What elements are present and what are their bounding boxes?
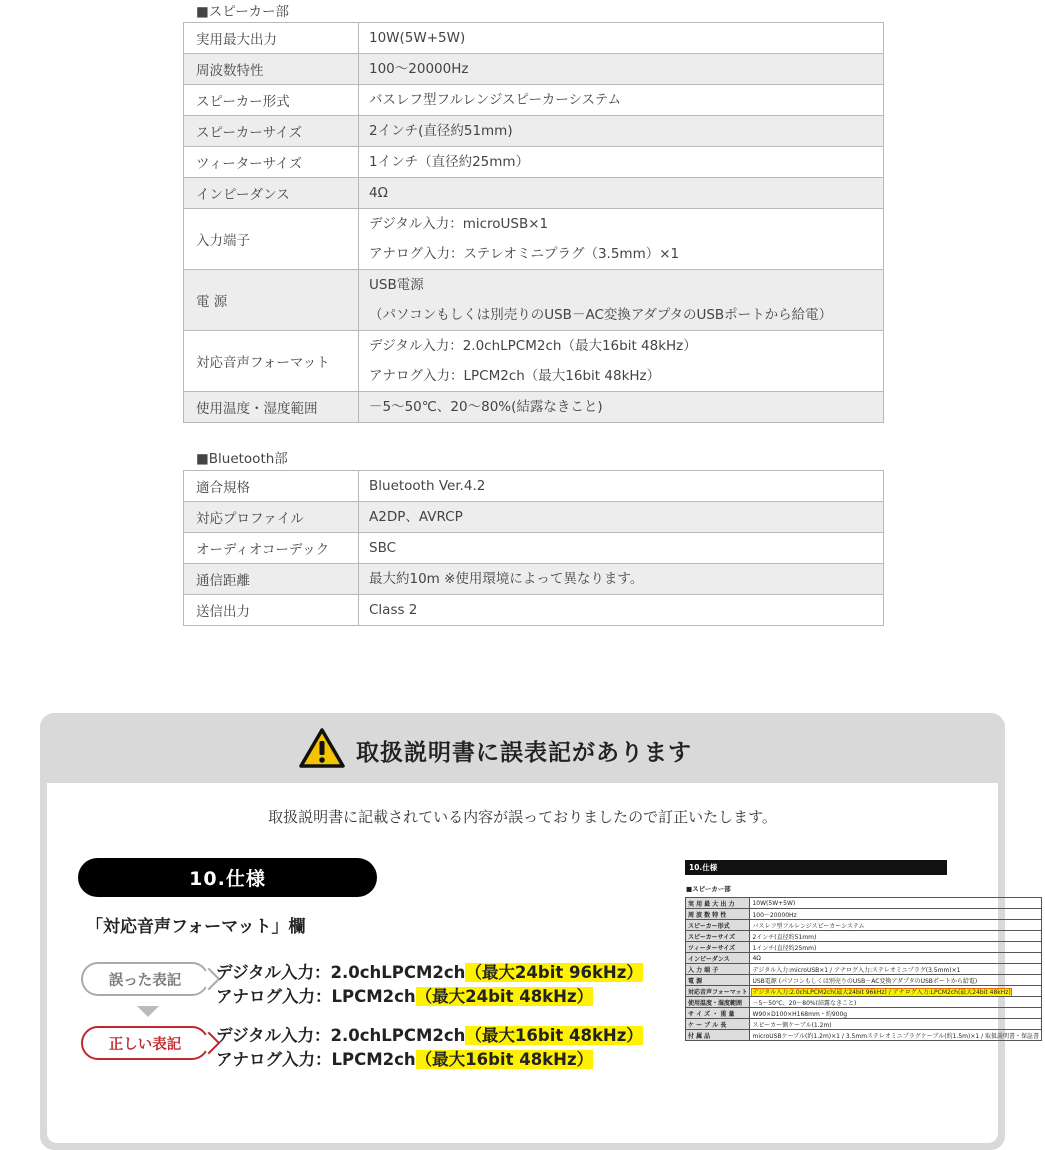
- manual-thumbnail: [685, 860, 1040, 1122]
- thumb-key: ケ ー ブ ル 長: [686, 1019, 750, 1030]
- thumb-key: スピーカーサイズ: [686, 931, 750, 942]
- spec-row: [184, 533, 884, 564]
- thumb-key: 使用温度・湿度範囲: [686, 997, 750, 1008]
- spec-row: [184, 85, 884, 116]
- spec-key: ツィーターサイズ: [184, 147, 359, 178]
- section-heading-pill: 10.仕様: [78, 858, 377, 897]
- spec-value: [359, 392, 884, 423]
- spec-row: [184, 270, 884, 331]
- thumb-key: 対応音声フォーマット: [686, 986, 750, 997]
- spec-value-line: 100～20000Hz: [369, 61, 469, 77]
- spec-row: [184, 392, 884, 423]
- wrong-label-tag: [81, 962, 209, 996]
- spec-value: [359, 147, 884, 178]
- thumb-key: 電 源: [686, 975, 750, 986]
- spec-value-line: デジタル入力：2.0chLPCM2ch（最大16bit 48kHz）: [369, 338, 697, 354]
- thumb-table: [685, 897, 1042, 1041]
- thumb-row: [686, 931, 1042, 942]
- spec-row: [184, 209, 884, 270]
- spec-key: 周波数特性: [184, 54, 359, 85]
- thumb-row: [686, 898, 1042, 909]
- spec-value-line: 2インチ(直径約51mm): [369, 123, 513, 139]
- spec-value: [359, 178, 884, 209]
- thumb-value: [750, 931, 1042, 942]
- thumb-bar: 10.仕様: [685, 860, 947, 875]
- right-line-digital: デジタル入力：2.0chLPCM2ch（最大16bit 48kHz）: [216, 1026, 643, 1045]
- highlight: （最大24bit 96kHz）: [465, 963, 643, 982]
- thumb-value-text: 2インチ(直径約51mm): [752, 933, 817, 941]
- spec-value-line: デジタル入力：microUSB×1: [369, 216, 549, 232]
- spec-row: [184, 331, 884, 392]
- spec-key: 対応プロファイル: [184, 502, 359, 533]
- spec-value-line: 4Ω: [369, 185, 388, 201]
- spec-value-line: A2DP、AVRCP: [369, 509, 463, 525]
- spec-key: スピーカーサイズ: [184, 116, 359, 147]
- spec-row: [184, 116, 884, 147]
- thumb-key: 実 用 最 大 出 力: [686, 898, 750, 909]
- spec-row: [184, 54, 884, 85]
- thumb-row: [686, 964, 1042, 975]
- spec-row: [184, 23, 884, 54]
- thumb-row: [686, 1030, 1042, 1041]
- thumb-value: [750, 953, 1042, 964]
- spec-key: スピーカー形式: [184, 85, 359, 116]
- spec-key: 入力端子: [184, 209, 359, 270]
- wrong-line-digital: デジタル入力：2.0chLPCM2ch（最大24bit 96kHz）: [216, 963, 643, 982]
- spec-value: [359, 209, 884, 270]
- spec-value-line: SBC: [369, 540, 397, 556]
- thumb-row: [686, 920, 1042, 931]
- spec-value: [359, 116, 884, 147]
- spec-value-line: Class 2: [369, 602, 418, 618]
- thumb-value-text: 1インチ(直径約25mm): [752, 944, 817, 952]
- errata-lead: 取扱説明書に記載されている内容が誤っておりましたので訂正いたします。: [268, 808, 777, 826]
- thumb-value-text: microUSBケーブル(約1.2m)×1 / 3.5mmステレオミニプラグケーブル(約1.5m)×1 / 取扱説明書・保証書: [752, 1032, 1040, 1040]
- thumb-row: [686, 1019, 1042, 1030]
- thumb-key: スピーカー形式: [686, 920, 750, 931]
- spec-value: [359, 564, 884, 595]
- spec-value: [359, 270, 884, 331]
- spec-row: [184, 471, 884, 502]
- thumb-value: [750, 942, 1042, 953]
- spec-row: [184, 502, 884, 533]
- spec-value-line: アナログ入力：LPCM2ch（最大16bit 48kHz）: [369, 368, 661, 384]
- thumb-value: [750, 1030, 1042, 1041]
- thumb-row: [686, 975, 1042, 986]
- spec-key: 電 源: [184, 270, 359, 331]
- spec-value-line: アナログ入力：ステレオミニプラグ（3.5mm）×1: [369, 246, 680, 262]
- spec-value: [359, 502, 884, 533]
- wrong-spec-lines: [216, 961, 643, 1009]
- thumb-row: [686, 1008, 1042, 1019]
- spec-value-line: （パソコンもしくは別売りのUSB－AC変換アダプタのUSBポートから給電）: [369, 307, 833, 323]
- thumb-key: インピーダンス: [686, 953, 750, 964]
- thumb-value-text: バスレフ型フルレンジスピーカーシステム: [752, 922, 865, 930]
- spec-value-line: バスレフ型フルレンジスピーカーシステム: [369, 92, 622, 108]
- thumb-key: 周 波 数 特 性: [686, 909, 750, 920]
- thumb-value-text: 100～20000Hz: [752, 911, 797, 919]
- thumb-value: [750, 997, 1042, 1008]
- wrong-line-analog: アナログ入力：LPCM2ch（最大24bit 48kHz）: [216, 987, 594, 1006]
- thumb-key: 入 力 端 子: [686, 964, 750, 975]
- spec-row: [184, 595, 884, 626]
- thumb-value: [750, 964, 1042, 975]
- spec-value: [359, 533, 884, 564]
- thumb-value-text: デジタル入力:2.0chLPCM2ch(最大24bit 96kHz) / アナログ入力:LPCM2ch(最大24bit 48kHz): [752, 988, 1011, 996]
- speaker-section-title: ■スピーカー部: [196, 4, 289, 20]
- thumb-value: [750, 1019, 1042, 1030]
- column-title: 「対応音声フォーマット」欄: [86, 917, 306, 937]
- thumb-row: [686, 909, 1042, 920]
- thumb-value: [750, 909, 1042, 920]
- spec-key: 実用最大出力: [184, 23, 359, 54]
- thumb-row: [686, 986, 1042, 997]
- thumb-sub: ■スピーカー部: [686, 885, 731, 893]
- spec-value-line: 10W(5W+5W): [369, 30, 466, 46]
- thumb-value: [750, 898, 1042, 909]
- spec-key: インピーダンス: [184, 178, 359, 209]
- thumb-row: [686, 997, 1042, 1008]
- bluetooth-section-title: ■Bluetooth部: [196, 451, 288, 467]
- spec-value: [359, 331, 884, 392]
- highlight: （最大16bit 48kHz）: [465, 1026, 643, 1045]
- thumb-value-text: デジタル入力:microUSB×1 / アナログ入力:ステレオミニプラグ(3.5mm)×1: [752, 966, 961, 974]
- thumb-value: [750, 975, 1042, 986]
- highlight: （最大16bit 48kHz）: [415, 1050, 594, 1069]
- spec-value-line: USB電源: [369, 277, 424, 293]
- spec-row: [184, 178, 884, 209]
- thumb-value: [750, 1008, 1042, 1019]
- spec-value: [359, 595, 884, 626]
- spec-value-line: Bluetooth Ver.4.2: [369, 478, 486, 494]
- spec-value-line: 1インチ（直径約25mm）: [369, 154, 530, 170]
- thumb-value-text: USB電源 (パソコンもしくは別売りのUSB－AC変換アダプタのUSBポートから給電): [752, 977, 978, 985]
- thumb-value-text: W90×D100×H168mm・約900g: [752, 1010, 848, 1018]
- right-line-analog: アナログ入力：LPCM2ch（最大16bit 48kHz）: [216, 1050, 594, 1069]
- thumb-value-text: 10W(5W+5W): [752, 899, 796, 907]
- spec-key: 適合規格: [184, 471, 359, 502]
- down-arrow-icon: [137, 1006, 159, 1017]
- spec-key: 使用温度・湿度範囲: [184, 392, 359, 423]
- spec-value: [359, 85, 884, 116]
- errata-title-text: 取扱説明書に誤表記があります: [356, 739, 692, 766]
- thumb-key: ツィーターサイズ: [686, 942, 750, 953]
- thumb-key: サ イ ズ ・ 重 量: [686, 1008, 750, 1019]
- spec-value: [359, 23, 884, 54]
- spec-row: [184, 564, 884, 595]
- right-spec-lines: [216, 1024, 643, 1072]
- thumb-row: [686, 953, 1042, 964]
- spec-key: オーディオコーデック: [184, 533, 359, 564]
- spec-value: [359, 471, 884, 502]
- thumb-value-text: スピーカー側ケーブル(1.2m): [752, 1021, 832, 1029]
- thumb-row: [686, 942, 1042, 953]
- thumb-key: 付 属 品: [686, 1030, 750, 1041]
- bluetooth-spec-table: [183, 470, 884, 626]
- spec-value: [359, 54, 884, 85]
- spec-value-line: 最大約10m ※使用環境によって異なります。: [369, 571, 644, 587]
- errata-title: [298, 730, 692, 770]
- warning-icon: [298, 727, 346, 773]
- spec-key: 送信出力: [184, 595, 359, 626]
- thumb-value-text: －5～50℃、20～80%(結露なきこと): [752, 999, 857, 1007]
- wrong-label-text: 誤った表記: [108, 972, 182, 989]
- right-label-text: 正しい表記: [108, 1036, 182, 1053]
- thumb-value-text: 4Ω: [752, 954, 761, 962]
- spec-key: 通信距離: [184, 564, 359, 595]
- thumb-value: [750, 920, 1042, 931]
- highlight: （最大24bit 48kHz）: [415, 987, 594, 1006]
- spec-value-line: －5～50℃、20～80%(結露なきこと): [369, 399, 603, 415]
- spec-key: 対応音声フォーマット: [184, 331, 359, 392]
- spec-row: [184, 147, 884, 178]
- thumb-value: [750, 986, 1042, 997]
- right-label-tag: [81, 1026, 209, 1060]
- speaker-spec-table: [183, 22, 884, 423]
